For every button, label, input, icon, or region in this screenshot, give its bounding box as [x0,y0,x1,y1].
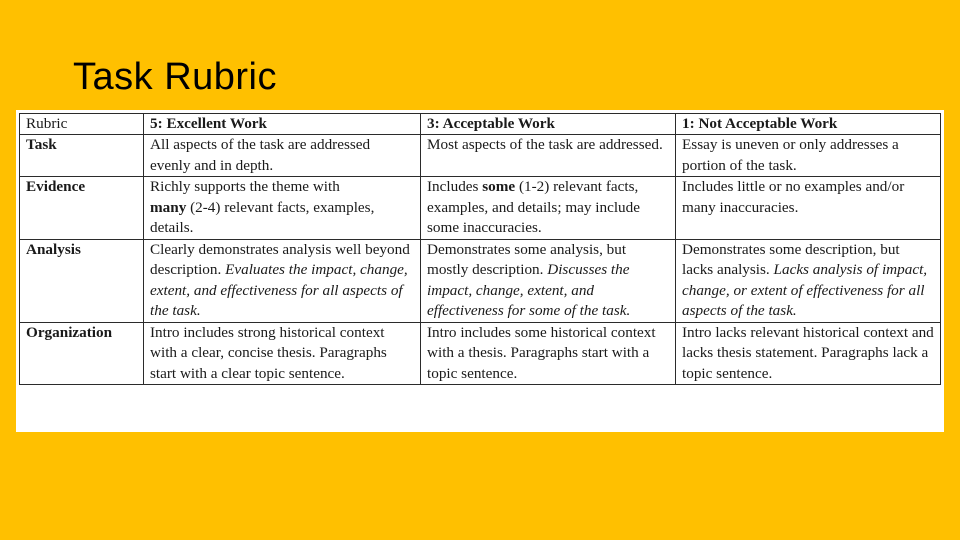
text: Richly supports the theme with [150,178,340,195]
cell-organization-not-acceptable: Intro lacks relevant historical context and lacks thesis statement. Paragraphs lack a topic sentence. [676,322,941,385]
header-rubric: Rubric [20,114,144,135]
criterion-evidence: Evidence [20,177,144,240]
slide-title: Task Rubric [73,56,277,98]
cell-organization-excellent: Intro includes strong historical context with a clear, concise thesis. Paragraphs start with a clear topic sentence. [144,322,421,385]
cell-task-acceptable: Most aspects of the task are addressed. [421,135,676,177]
emphasis: many [150,198,187,216]
text: (2-4) relevant facts, examples, details. [150,198,375,236]
italic-text: Discusses the impact, change, extent, and effectiveness for some of the task. [427,261,631,319]
text: Demonstrates some analysis, but mostly description. [427,240,627,278]
header-excellent: 5: Excellent Work [144,114,421,135]
cell-evidence-acceptable [421,177,676,240]
cell-task-excellent: All aspects of the task are addressed evenly and in depth. [144,135,421,177]
text: (1-2) relevant facts, examples, and details; may include some inaccuracies. [427,178,640,236]
text: Demonstrates some description, but lacks analysis. [682,240,900,278]
rubric-image [16,110,944,432]
header-not-acceptable: 1: Not Acceptable Work [676,114,941,135]
italic-text: Lacks analysis of impact, change, or extent of effectiveness for all aspects of the task. [682,261,928,319]
text: Includes [427,178,479,195]
cell-analysis-not-acceptable [676,239,941,322]
italic-text: Evaluates the impact, change, extent, and effectiveness for all aspects of the task. [150,261,408,319]
criterion-task: Task [20,135,144,177]
rubric-table [19,113,941,385]
cell-organization-acceptable: Intro includes some historical context with a thesis. Paragraphs start with a topic sentence. [421,322,676,385]
cell-analysis-excellent [144,239,421,322]
rubric-header-row [20,114,941,135]
rubric-row-task [20,135,941,177]
rubric-row-analysis [20,239,941,322]
cell-evidence-not-acceptable: Includes little or no examples and/or many inaccuracies. [676,177,941,240]
rubric-row-organization [20,322,941,385]
header-acceptable: 3: Acceptable Work [421,114,676,135]
criterion-organization: Organization [20,322,144,385]
text: Clearly demonstrates analysis well beyond description. [150,240,410,278]
rubric-row-evidence [20,177,941,240]
cell-evidence-excellent [144,177,421,240]
emphasis: some [482,178,516,195]
criterion-analysis: Analysis [20,239,144,322]
cell-analysis-acceptable [421,239,676,322]
cell-task-not-acceptable: Essay is uneven or only addresses a portion of the task. [676,135,941,177]
